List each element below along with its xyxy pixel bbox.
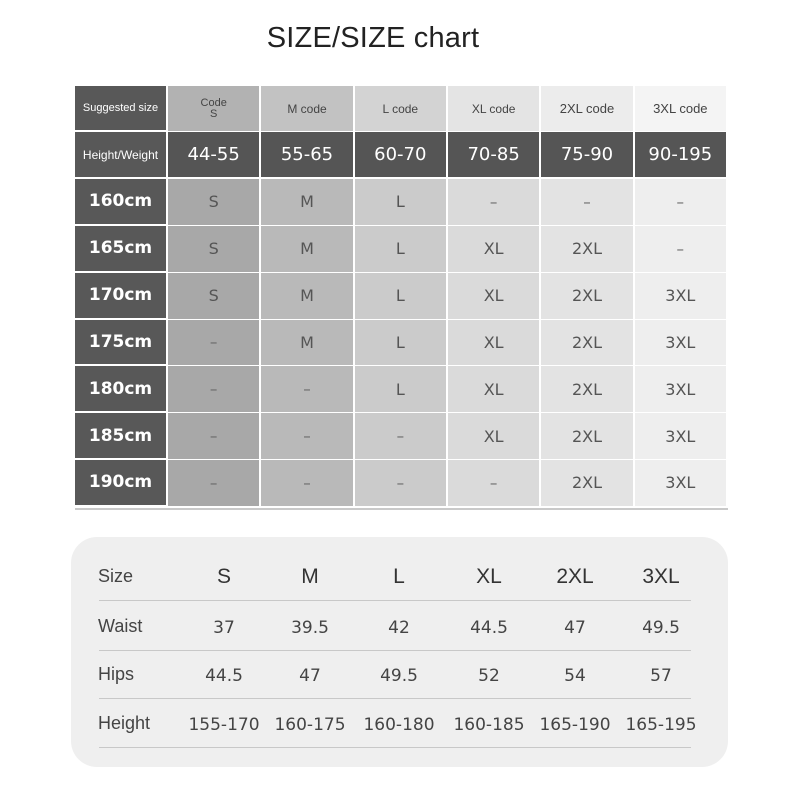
measurement-value: 54 (564, 666, 586, 686)
measurement-value: 47 (299, 666, 321, 686)
size-cell: – (635, 226, 728, 273)
measurement-value: M (301, 565, 319, 588)
height-label: 175cm (75, 320, 168, 367)
measurement-value: 165-195 (625, 715, 697, 735)
measurement-value: XL (476, 565, 502, 588)
measurement-value: 39.5 (291, 618, 329, 638)
row-divider (99, 600, 691, 601)
measurement-value: 165-190 (539, 715, 611, 735)
size-cell: – (261, 366, 354, 413)
measurement-row (71, 552, 728, 601)
size-cell: XL (448, 273, 541, 320)
size-cell: – (635, 179, 728, 226)
size-cell: – (355, 460, 448, 507)
corner-label: Suggested size (75, 86, 168, 132)
measurement-label: Height (98, 713, 151, 733)
measurement-value: 47 (564, 618, 586, 638)
size-cell: – (448, 460, 541, 507)
height-weight-label: Height/Weight (75, 132, 168, 179)
size-cell: – (168, 413, 261, 460)
size-cell: – (541, 179, 634, 226)
size-cell: 2XL (541, 413, 634, 460)
measurement-value: L (393, 565, 405, 588)
size-cell: 2XL (541, 366, 634, 413)
size-cell: XL (448, 366, 541, 413)
measurement-value: 57 (650, 666, 672, 686)
code-header-bottom: S (209, 107, 218, 120)
size-cell: 3XL (635, 273, 728, 320)
size-cell: XL (448, 413, 541, 460)
size-cell: L (355, 179, 448, 226)
code-header-3: XL code (448, 86, 541, 132)
size-cell: 3XL (635, 366, 728, 413)
measurement-row (71, 602, 728, 651)
size-cell: – (168, 320, 261, 367)
size-cell: – (168, 460, 261, 507)
weight-range: 60-70 (355, 132, 448, 179)
size-cell: S (168, 273, 261, 320)
size-cell: M (261, 226, 354, 273)
size-cell: – (261, 413, 354, 460)
measurement-value: 3XL (642, 565, 680, 588)
measurement-value: 44.5 (470, 618, 508, 638)
size-cell: – (168, 366, 261, 413)
size-cell: L (355, 320, 448, 367)
size-cell: M (261, 179, 354, 226)
measurement-value: 160-180 (363, 715, 435, 735)
size-cell: 2XL (541, 273, 634, 320)
size-cell: L (355, 273, 448, 320)
code-header-stack (201, 98, 227, 120)
height-label: 180cm (75, 366, 168, 413)
measurement-table (71, 537, 728, 767)
code-header-0 (168, 86, 261, 132)
measurement-value: S (216, 565, 232, 588)
height-label: 185cm (75, 413, 168, 460)
size-cell: L (355, 226, 448, 273)
row-divider (99, 747, 691, 748)
size-cell: XL (448, 226, 541, 273)
code-header-4: 2XL code (541, 86, 634, 132)
measurement-label: Hips (98, 664, 135, 684)
size-cell: 2XL (541, 460, 634, 507)
weight-range: 90-195 (635, 132, 728, 179)
size-cell: 3XL (635, 320, 728, 367)
size-cell: – (355, 413, 448, 460)
measurement-row (71, 699, 728, 748)
height-label: 170cm (75, 273, 168, 320)
size-cell: – (448, 179, 541, 226)
size-cell: 2XL (541, 226, 634, 273)
weight-range: 70-85 (448, 132, 541, 179)
size-cell: 3XL (635, 413, 728, 460)
height-label: 165cm (75, 226, 168, 273)
measurement-value: 155-170 (188, 715, 260, 735)
weight-range: 55-65 (261, 132, 354, 179)
height-label: 190cm (75, 460, 168, 507)
measurement-value: 52 (478, 666, 500, 686)
size-cell: 2XL (541, 320, 634, 367)
measurement-value: 160-185 (453, 715, 525, 735)
code-header-2: L code (355, 86, 448, 132)
measurement-value: 49.5 (380, 666, 418, 686)
height-label: 160cm (75, 179, 168, 226)
size-grid (75, 86, 728, 510)
code-header-5: 3XL code (635, 86, 728, 132)
measurement-value: 160-175 (274, 715, 346, 735)
size-cell: S (168, 179, 261, 226)
size-cell: – (261, 460, 354, 507)
measurement-value: 37 (213, 618, 235, 638)
size-cell: M (261, 320, 354, 367)
measurement-label: Size (98, 566, 134, 586)
size-cell: M (261, 273, 354, 320)
measurement-value: 2XL (556, 565, 594, 588)
measurement-value: 42 (388, 618, 410, 638)
code-header-1: M code (261, 86, 354, 132)
measurement-value: 44.5 (205, 666, 243, 686)
size-cell: XL (448, 320, 541, 367)
page-title: SIZE/SIZE chart (266, 22, 480, 54)
weight-range: 75-90 (541, 132, 634, 179)
measurement-row (71, 650, 728, 699)
code-header-top: Code (200, 96, 227, 109)
measurement-value: 49.5 (642, 618, 680, 638)
measurement-label: Waist (98, 616, 143, 636)
size-cell: 3XL (635, 460, 728, 507)
size-cell: L (355, 366, 448, 413)
weight-range: 44-55 (168, 132, 261, 179)
size-cell: S (168, 226, 261, 273)
